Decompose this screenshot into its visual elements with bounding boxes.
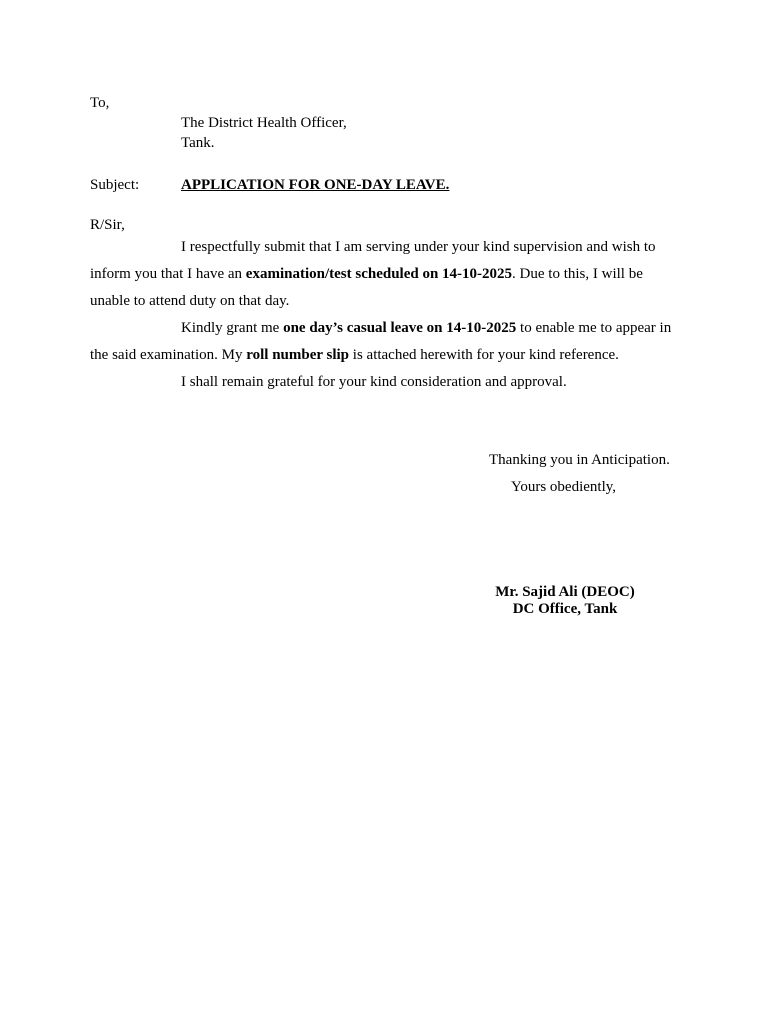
p1-bold-exam-date: examination/test scheduled on 14-10-2025 (245, 266, 513, 282)
p2-bold-roll-slip: roll number slip (246, 347, 350, 363)
signature-name: Mr. Sajid Ali (DEOC) (495, 584, 635, 600)
greeting: R/Sir, (90, 217, 125, 233)
recipient-location: Tank. (181, 135, 215, 151)
p2-text-3: is attached herewith for your kind reference. (349, 347, 619, 363)
p3-text-1: I shall remain grateful for your kind consideration and approval. (181, 374, 567, 390)
p2-text-1: Kindly grant me (181, 320, 284, 336)
signature-block (480, 584, 650, 618)
closing-yours: Yours obediently, (511, 479, 617, 495)
letter-body (90, 234, 680, 396)
p1-text-1: I respectfully submit that I am serving under your kind supervision and wish to inform you that I have an (90, 239, 656, 282)
recipient-title: The District Health Officer, (181, 115, 347, 131)
to-label: To, (90, 95, 110, 111)
paragraph-1 (90, 234, 680, 315)
p2-bold-leave-date: one day’s casual leave on 14-10-2025 (283, 320, 517, 336)
paragraph-3 (90, 369, 680, 396)
paragraph-2 (90, 315, 680, 369)
subject-label: Subject: (90, 177, 140, 193)
signature-office: DC Office, Tank (512, 601, 618, 617)
subject-text: APPLICATION FOR ONE-DAY LEAVE. (181, 177, 450, 193)
p2-text-2: to enable me to appear in the said examination. My (90, 320, 672, 363)
p1-text-2: . Due to this, I will be unable to attend duty on that day. (90, 266, 643, 309)
closing-thanks: Thanking you in Anticipation. (489, 452, 670, 468)
